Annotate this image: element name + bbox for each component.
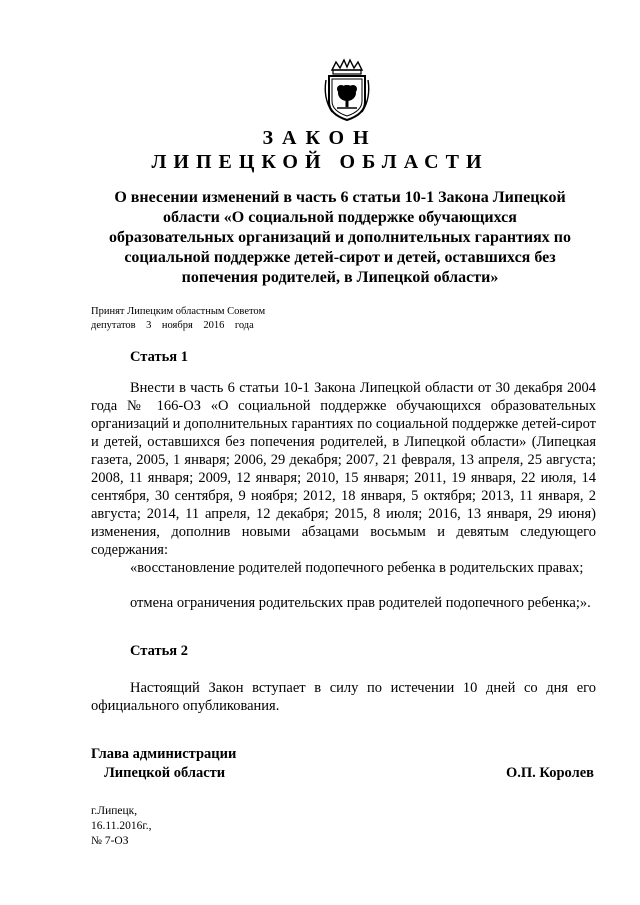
region-title: ЛИПЕЦКОЙ ОБЛАСТИ (151, 151, 489, 173)
article-1-item-1: «восстановление родителей подопечного ребенка в родительских правах; (130, 560, 584, 576)
footer-number: № 7-ОЗ (91, 835, 129, 847)
law-subject (90, 188, 590, 288)
document-footer (91, 804, 152, 849)
subject-line: попечения родителей, в Липецкой области» (181, 269, 499, 286)
adoption-day: 3 (146, 320, 152, 331)
adoption-note (91, 305, 265, 333)
article-1-heading: Статья 1 (130, 349, 188, 365)
article-1-item-2: отмена ограничения родительских прав родителей подопечного ребенка;». (130, 595, 591, 611)
footer-city: г.Липецк, (91, 805, 138, 817)
adoption-date-line (91, 319, 265, 333)
subject-line: О внесении изменений в часть 6 статьи 10-1 Закона Липецкой (114, 189, 566, 206)
adoption-year-word: года (234, 320, 254, 331)
article-1-text: Внести в часть 6 статьи 10-1 Закона Липецкой области от 30 декабря 2004 года № 166-ОЗ «О социальной поддержке обучающихся образовательных организаций и дополнительных гарантиях по социальной поддержке детей-сирот и детей, оставшихся без попечения родителей, в Липецкой области» (Липецкая газета, 2005, 1 января; 2006, 29 декабря; 2007, 21 февраля, 13 апреля, 25 августа; 2008, 11 января; 2009, 12 января; 2010, 15 января; 2011, 19 января, 22 июля, 14 сентября, 30 сентября, 9 ноября; 2012, 18 января, 5 октября; 2013, 11 января, 2 августа; 2014, 11 апреля, 12 декабря; 2015, 8 июля; 2016, 13 января, 29 июня) изменения, дополнив новыми абзацами восьмым и девятым следующего содержания: (91, 380, 596, 558)
article-2-heading: Статья 2 (130, 643, 188, 659)
document-type-title: ЗАКОН (262, 127, 378, 149)
subject-line: области «О социальной поддержке обучающихся (163, 209, 517, 226)
article-2-text: Настоящий Закон вступает в силу по истечении 10 дней со дня его официального опубликования. (91, 680, 596, 714)
subject-line: социальной поддержке детей-сирот и детей, оставшихся без (124, 249, 556, 266)
signatory-name: О.П. Королев (506, 765, 594, 781)
adoption-month: ноября (161, 320, 193, 331)
adoption-line: Принят Липецким областным Советом (91, 306, 266, 317)
signatory-region: Липецкой области (104, 765, 226, 781)
footer-date: 16.11.2016г., (91, 820, 152, 832)
coat-of-arms-emblem (322, 58, 372, 122)
adoption-word: депутатов (91, 320, 136, 331)
subject-line: образовательных организаций и дополнительных гарантиях по (108, 229, 572, 246)
adoption-year: 2016 (203, 320, 225, 331)
signatory-position: Глава администрации (91, 746, 237, 762)
